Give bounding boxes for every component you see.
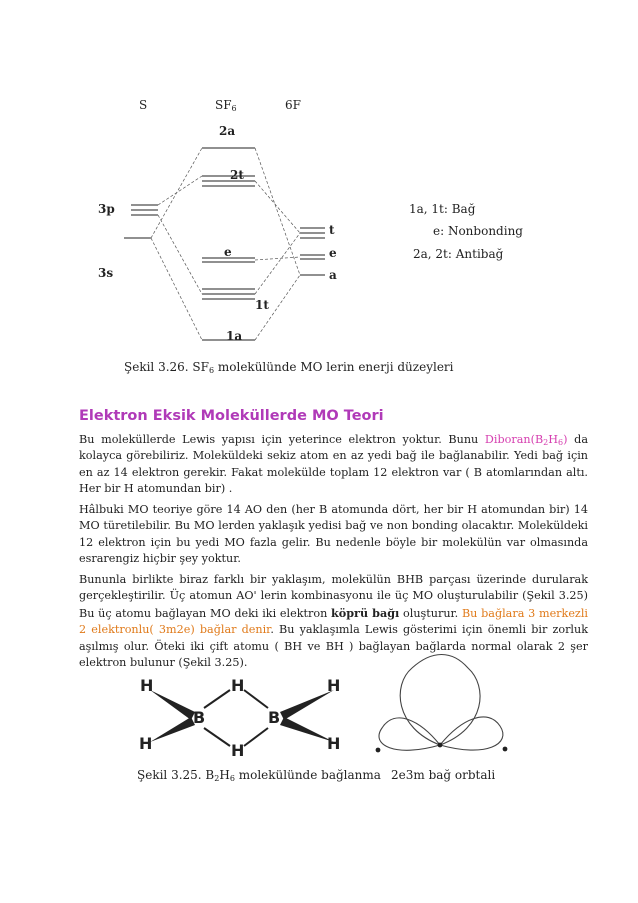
legend-bonding: 1a, 1t: Bağ	[409, 202, 476, 216]
label-2a: 2a	[219, 124, 236, 138]
atom-b-right: B	[268, 708, 281, 727]
caption2-sub-1: 2	[214, 774, 220, 783]
atom-h-bottom-right: H	[327, 734, 341, 753]
para3-text-3: . Bu yaklaşımla Lewis gösterimi için önemli bir zorluk aşılmış olur. Öteki iki çift atomu ( BH ve BH ) bağlayan bağlarda normal olarak 2 şer elektron bulunur (Şekil 3.25).	[79, 623, 588, 670]
diboran-h: H	[548, 433, 559, 446]
col-label-sf6-sub: 6	[231, 104, 237, 113]
label-3p: 3p	[98, 202, 115, 216]
atom-h-bottom-left: H	[139, 734, 153, 753]
label-t-right: t	[329, 223, 335, 237]
diboran-close: )	[563, 433, 568, 446]
col-label-sf6-text: SF	[215, 98, 232, 112]
bridge-bonds	[204, 690, 268, 746]
caption2-pre: Şekil 3.25. B	[137, 768, 215, 782]
bridge-bond-term: köprü bağı	[331, 605, 400, 620]
figure-caption-3-25	[137, 768, 381, 782]
orbital-dot-right	[503, 747, 508, 752]
para3-text-1: Bununla birlikte biraz farklı bir yaklaşım, molekülün BHB parçası üzerinde durularak gerçekleştirilir. Üç atomun AO' lerin kombinasyonu ile üç MO oluşturulabilir (Şekil 3.25) Bu üç atomu bağlayan MO deki iki elektron	[79, 573, 588, 620]
orbital-dot-center	[438, 743, 443, 748]
wedge-top-left	[150, 690, 195, 720]
orbital-drawing	[379, 655, 503, 751]
label-2t: 2t	[230, 168, 244, 182]
label-1a: 1a	[226, 329, 243, 343]
orbital-top-lobe	[400, 655, 480, 746]
label-a-right: a	[329, 268, 337, 282]
atom-h-top-left: H	[140, 676, 154, 695]
wedge-top-right	[280, 690, 334, 720]
caption2-post: molekülünde bağlanma	[234, 768, 381, 782]
caption2-mid: H	[219, 768, 230, 782]
diboran-name: Diboran(B	[484, 433, 544, 446]
3c2e-definition: Bu bağlara 3 merkezli 2 elektronlu( 3m2e) bağlar denir	[79, 606, 588, 637]
diboran-sub-2: 6	[558, 438, 564, 447]
label-e-center: e	[224, 245, 232, 259]
para3-text-2: oluşturur.	[399, 606, 462, 620]
atom-h-top-bridge: H	[231, 676, 245, 695]
paragraph-2: Hâlbuki MO teoriye göre 14 AO den (her B atomunda dört, her bir H atomundan bir) 14 MO türetilebilir. Bu MO lerden yaklaşık yedisi bağ ve non bonding olacaktır. Moleküldeki 12 elektron için bu yedi MO fazla gelir. Bu nedenle böyle bir molekülün var olmasında esrarengiz hiçbir şey yoktur.	[79, 503, 588, 566]
col-label-s: S	[139, 98, 148, 112]
label-e-right: e	[329, 246, 337, 260]
wedge-bottom-left	[150, 717, 195, 742]
para1-text-1: Bu moleküllerde Lewis yapısı için yeterince elektron yoktur. Bunu	[79, 433, 485, 446]
para1-text-2: da kolayca görebiliriz. Moleküldeki sekiz atom en az yedi bağ ile bağlanabilir. Yedi bağ için en az 14 elektron gerekir. Fakat molekülde toplam 12 elektron var ( B atomlarından altı. Her bir H atomundan bir) .	[79, 433, 588, 496]
atom-b-left: B	[193, 708, 206, 727]
orbital-dot-left	[376, 748, 381, 753]
atom-h-bottom-bridge: H	[231, 741, 245, 760]
label-1t: 1t	[255, 298, 269, 312]
legend-nonbonding: e: Nonbonding	[433, 224, 523, 238]
caption2-sub-2: 6	[229, 774, 235, 783]
atom-h-top-right: H	[327, 676, 341, 695]
col-label-6f: 6F	[285, 98, 301, 112]
caption1-post: molekülünde MO lerin enerji düzeyleri	[214, 360, 454, 374]
caption1-pre: Şekil 3.26. SF	[124, 360, 209, 374]
diboran-sub-1: 2	[543, 438, 549, 447]
section-heading: Elektron Eksik Moleküllerde MO Teori	[79, 408, 384, 424]
wedge-bottom-right	[280, 717, 334, 742]
orbital-caption: 2e3m bağ orbtali	[391, 768, 496, 782]
label-3s: 3s	[98, 266, 114, 280]
legend-antibonding: 2a, 2t: Antibağ	[413, 247, 504, 261]
caption1-sub: 6	[208, 366, 215, 375]
